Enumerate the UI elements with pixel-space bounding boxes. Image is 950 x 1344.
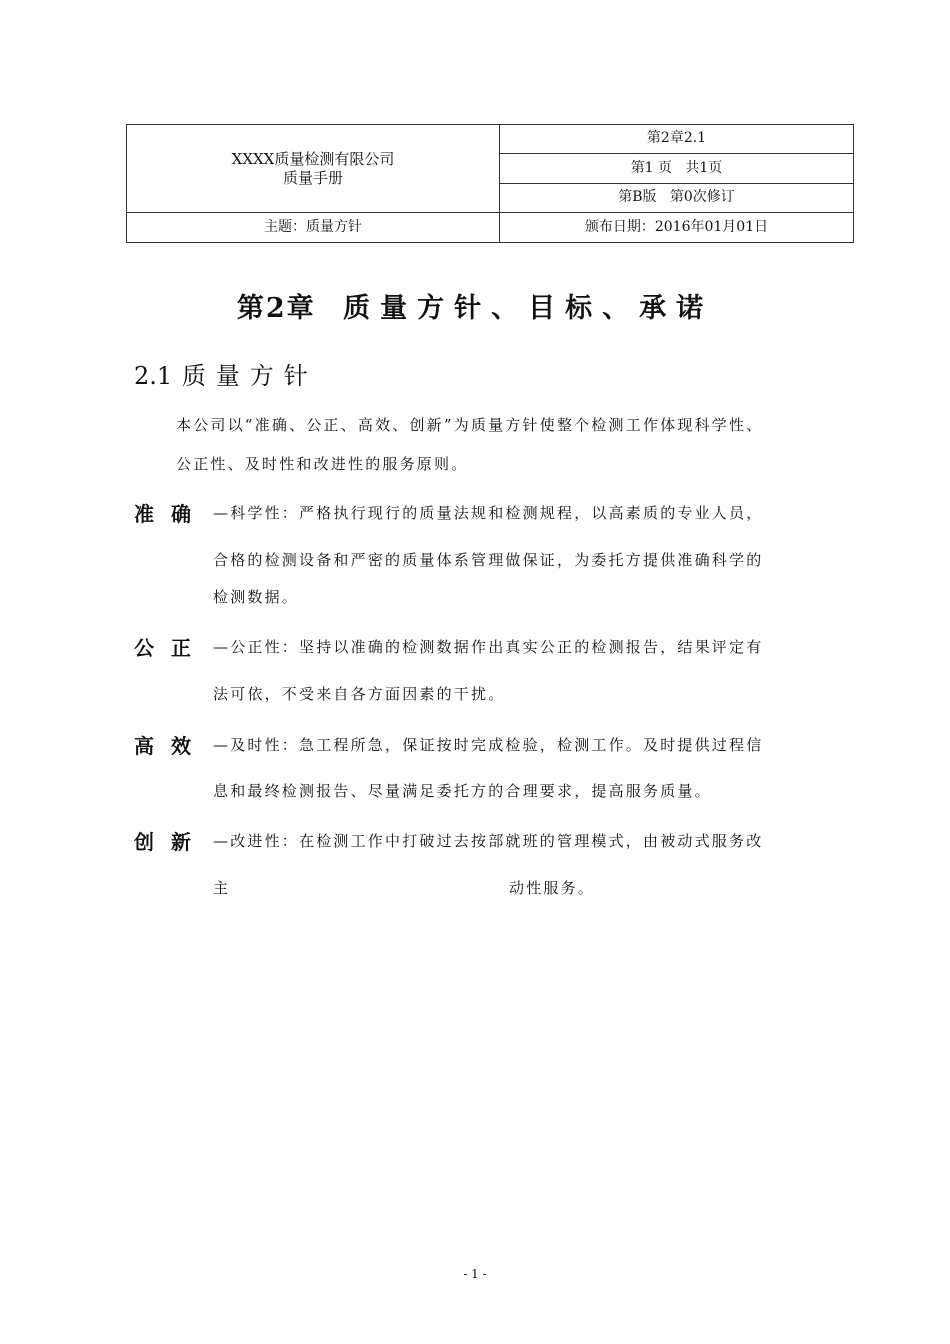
principle-term-accuracy: 准确 [134, 502, 208, 526]
intro-line-2: 公正性、及时性和改进性的服务原则。 [176, 455, 469, 473]
company-cell [127, 125, 500, 213]
section-title: 质量方针 [181, 362, 318, 390]
principle-accuracy-line-2: 合格的检测设备和严密的质量体系管理做保证，为委托方提供准确科学的 [213, 551, 764, 569]
chapter-number: 第2章 [236, 293, 316, 324]
page-info-cell: 第1 页 共1页 [500, 154, 854, 184]
principle-term-impartiality: 公正 [134, 636, 208, 660]
principle-efficiency-line-2: 息和最终检测报告、尽量满足委托方的合理要求，提高服务质量。 [213, 782, 712, 800]
manual-title: 质量手册 [282, 168, 343, 187]
section-heading [134, 356, 318, 391]
principle-term-efficiency: 高效 [134, 734, 208, 758]
section-number: 2.1 [134, 362, 173, 390]
intro-line-1: 本公司以“准确、公正、高效、创新”为质量方针使整个检测工作体现科学性、 [176, 416, 764, 434]
principle-innovation-line-2a: 主 [213, 879, 231, 897]
principle-impartiality-line-2: 法可依，不受来自各方面因素的干扰。 [213, 685, 506, 703]
header-table [126, 124, 854, 243]
principle-accuracy-line-3: 检测数据。 [213, 588, 300, 606]
principle-innovation-line-2b: 动性服务。 [509, 879, 596, 897]
principle-efficiency-line-1: —及时性：急工程所急，保证按时完成检验，检测工作。及时提供过程信 [213, 736, 764, 754]
page-number: - 1 - [463, 1267, 487, 1281]
version-cell: 第B版 第0次修订 [500, 184, 854, 213]
principle-accuracy-line-1: —科学性：严格执行现行的质量法规和检测规程，以高素质的专业人员， [213, 504, 764, 522]
issue-date-cell: 颁布日期：2016年01月01日 [500, 213, 854, 243]
company-name: XXXX质量检测有限公司 [231, 149, 395, 168]
chapter-heading [0, 286, 950, 325]
subject-cell: 主题：质量方针 [127, 213, 500, 243]
chapter-ref-cell: 第2章2.1 [500, 125, 854, 154]
principle-innovation-line-1: —改进性：在检测工作中打破过去按部就班的管理模式，由被动式服务改 [213, 832, 764, 850]
principle-impartiality-line-1: —公正性：坚持以准确的检测数据作出真实公正的检测报告，结果评定有 [213, 638, 764, 656]
chapter-title: 质量方针、目标、承诺 [343, 293, 714, 324]
principle-term-innovation: 创新 [134, 830, 208, 854]
